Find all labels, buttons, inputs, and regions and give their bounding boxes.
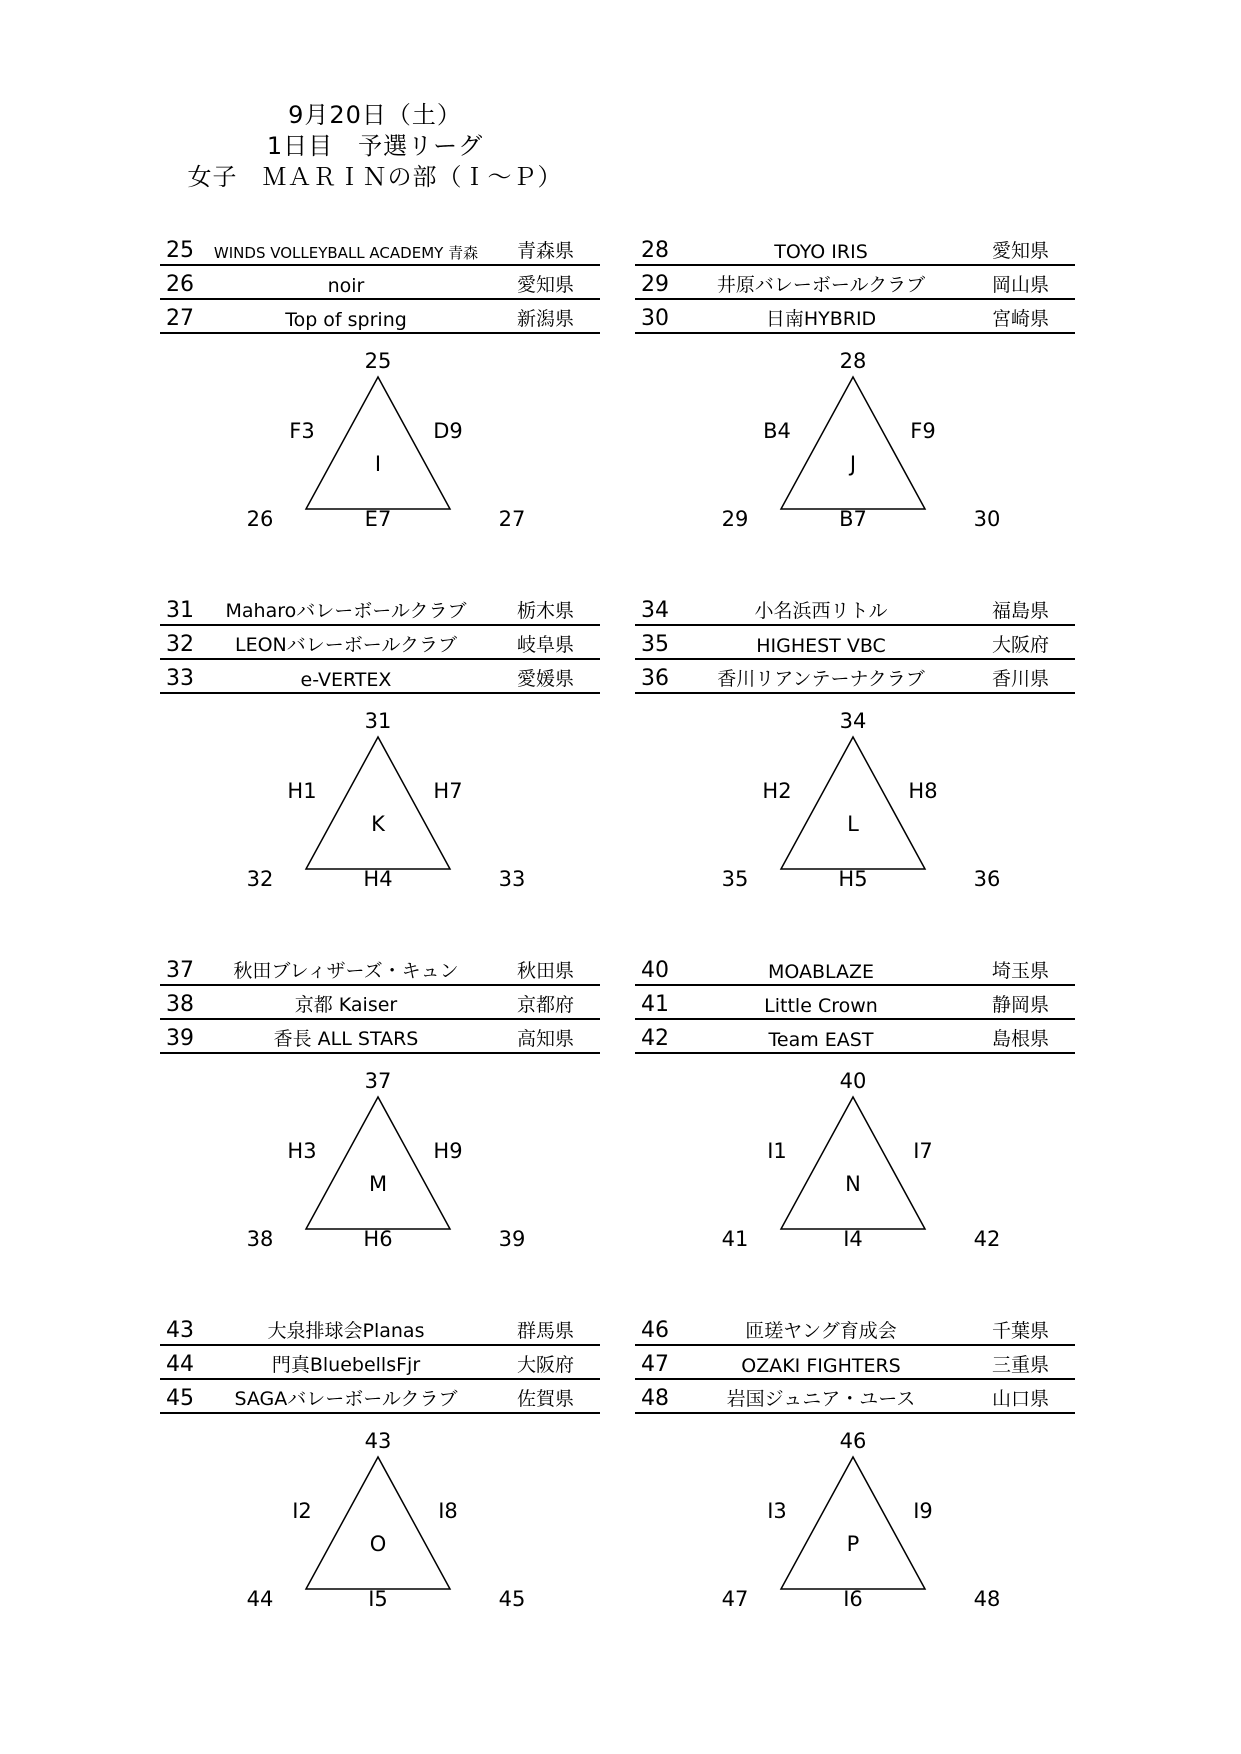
vertex-top-label: 37 <box>364 1069 392 1093</box>
team-row <box>635 952 1075 985</box>
team-name: Little Crown <box>683 985 959 1019</box>
team-name: noir <box>208 265 484 299</box>
group-table <box>160 1312 600 1414</box>
team-number: 34 <box>635 592 683 625</box>
edge-left-match-label: B4 <box>763 419 791 443</box>
vertex-right-label: 45 <box>498 1587 526 1611</box>
team-number: 47 <box>635 1345 683 1379</box>
day-stage-title: 1日目 予選リーグ <box>266 132 484 160</box>
team-name: 岩国ジュニア・ユース <box>683 1379 959 1413</box>
edge-left-match-label: F3 <box>289 419 315 443</box>
edge-right-match-label: H8 <box>908 779 938 803</box>
triangle-outline <box>781 1097 925 1229</box>
team-row <box>160 592 600 625</box>
team-prefecture: 愛知県 <box>959 232 1075 265</box>
team-prefecture: 佐賀県 <box>484 1379 600 1413</box>
vertex-left-label: 35 <box>721 867 749 891</box>
edge-bottom-match-label: B7 <box>839 507 867 531</box>
edge-left-match-label: I2 <box>292 1499 312 1523</box>
team-name: 匝瑳ヤング育成会 <box>683 1312 959 1345</box>
team-row <box>635 1019 1075 1053</box>
edge-right-match-label: I7 <box>913 1139 933 1163</box>
team-number: 26 <box>160 265 208 299</box>
team-number: 31 <box>160 592 208 625</box>
page-header <box>150 100 600 193</box>
edge-right-match-label: D9 <box>433 419 463 443</box>
team-name: 井原バレーボールクラブ <box>683 265 959 299</box>
team-row <box>635 659 1075 693</box>
team-prefecture: 高知県 <box>484 1019 600 1053</box>
vertex-left-label: 29 <box>721 507 749 531</box>
team-row <box>160 265 600 299</box>
team-name: Maharoバレーボールクラブ <box>208 592 484 625</box>
group-table <box>635 592 1075 694</box>
team-prefecture: 大阪府 <box>959 625 1075 659</box>
vertex-top-label: 46 <box>839 1429 867 1453</box>
group-letter-label: K <box>371 812 385 836</box>
triangle-outline <box>306 1457 450 1589</box>
vertex-left-label: 47 <box>721 1587 749 1611</box>
team-number: 39 <box>160 1019 208 1053</box>
team-prefecture: 宮崎県 <box>959 299 1075 333</box>
triangle-outline <box>306 1097 450 1229</box>
group-table <box>160 952 600 1054</box>
team-prefecture: 秋田県 <box>484 952 600 985</box>
vertex-left-label: 26 <box>246 507 274 531</box>
team-prefecture: 群馬県 <box>484 1312 600 1345</box>
team-number: 46 <box>635 1312 683 1345</box>
edge-left-match-label: H3 <box>287 1139 317 1163</box>
team-name: Top of spring <box>208 299 484 333</box>
team-number: 25 <box>160 232 208 265</box>
vertex-top-label: 40 <box>839 1069 867 1093</box>
team-prefecture: 京都府 <box>484 985 600 1019</box>
group-table <box>635 1312 1075 1414</box>
team-number: 36 <box>635 659 683 693</box>
team-prefecture: 静岡県 <box>959 985 1075 1019</box>
vertex-right-label: 36 <box>973 867 1001 891</box>
team-number: 44 <box>160 1345 208 1379</box>
vertex-right-label: 39 <box>498 1227 526 1251</box>
team-row <box>160 299 600 333</box>
triangle-outline <box>781 377 925 509</box>
team-prefecture: 愛媛県 <box>484 659 600 693</box>
team-name: e-VERTEX <box>208 659 484 693</box>
team-name: 日南HYBRID <box>683 299 959 333</box>
team-number: 35 <box>635 625 683 659</box>
team-prefecture: 千葉県 <box>959 1312 1075 1345</box>
team-row <box>635 592 1075 625</box>
group-letter-label: M <box>368 1172 388 1196</box>
team-number: 32 <box>160 625 208 659</box>
edge-bottom-match-label: I5 <box>368 1587 388 1611</box>
team-number: 45 <box>160 1379 208 1413</box>
team-row <box>160 1345 600 1379</box>
team-prefecture: 大阪府 <box>484 1345 600 1379</box>
group-letter-label: I <box>374 452 382 476</box>
edge-right-match-label: I9 <box>913 1499 933 1523</box>
edge-left-match-label: I3 <box>767 1499 787 1523</box>
edge-right-match-label: F9 <box>910 419 936 443</box>
edge-left-match-label: H2 <box>762 779 792 803</box>
team-row <box>635 1345 1075 1379</box>
team-prefecture: 新潟県 <box>484 299 600 333</box>
group-letter-label: N <box>845 1172 861 1196</box>
team-prefecture: 栃木県 <box>484 592 600 625</box>
edge-bottom-match-label: H6 <box>363 1227 393 1251</box>
team-name: 大泉排球会Planas <box>208 1312 484 1345</box>
vertex-right-label: 33 <box>498 867 526 891</box>
edge-right-match-label: H9 <box>433 1139 463 1163</box>
group-triangle-diagram <box>705 349 1005 557</box>
vertex-left-label: 32 <box>246 867 274 891</box>
group-table <box>160 232 600 334</box>
group-table <box>635 232 1075 334</box>
team-name: 秋田ブレィザーズ・キュン <box>208 952 484 985</box>
vertex-top-label: 31 <box>364 709 392 733</box>
group-triangle-diagram <box>230 1069 530 1277</box>
team-number: 40 <box>635 952 683 985</box>
team-prefecture: 愛知県 <box>484 265 600 299</box>
team-prefecture: 三重県 <box>959 1345 1075 1379</box>
team-row <box>635 265 1075 299</box>
edge-right-match-label: I8 <box>438 1499 458 1523</box>
team-name: 香川リアンテーナクラブ <box>683 659 959 693</box>
team-name: Team EAST <box>683 1019 959 1053</box>
team-name: LEONバレーボールクラブ <box>208 625 484 659</box>
group-triangle-diagram <box>705 1069 1005 1277</box>
team-row <box>635 1379 1075 1413</box>
vertex-right-label: 30 <box>973 507 1001 531</box>
team-name: OZAKI FIGHTERS <box>683 1345 959 1379</box>
team-name: 門真BluebellsFjr <box>208 1345 484 1379</box>
triangle-outline <box>306 377 450 509</box>
team-prefecture: 香川県 <box>959 659 1075 693</box>
team-name: 京都 Kaiser <box>208 985 484 1019</box>
team-prefecture: 福島県 <box>959 592 1075 625</box>
edge-left-match-label: H1 <box>287 779 317 803</box>
triangle-outline <box>306 737 450 869</box>
group-table <box>160 592 600 694</box>
team-number: 33 <box>160 659 208 693</box>
triangle-outline <box>781 1457 925 1589</box>
division-title: 女子 ＭＡＲＩＮの部（Ｉ～Ｐ） <box>187 163 563 191</box>
team-number: 41 <box>635 985 683 1019</box>
team-number: 30 <box>635 299 683 333</box>
team-prefecture: 青森県 <box>484 232 600 265</box>
team-name: WINDS VOLLEYBALL ACADEMY 青森 <box>208 232 484 265</box>
team-prefecture: 岡山県 <box>959 265 1075 299</box>
vertex-right-label: 42 <box>973 1227 1001 1251</box>
team-row <box>160 1019 600 1053</box>
team-row <box>160 625 600 659</box>
vertex-right-label: 27 <box>498 507 526 531</box>
team-row <box>635 625 1075 659</box>
team-number: 27 <box>160 299 208 333</box>
group-letter-label: O <box>369 1532 387 1556</box>
team-row <box>160 1312 600 1345</box>
group-triangle-diagram <box>230 349 530 557</box>
group-triangle-diagram <box>705 1429 1005 1637</box>
team-name: MOABLAZE <box>683 952 959 985</box>
group-letter-label: L <box>847 812 859 836</box>
vertex-left-label: 41 <box>721 1227 749 1251</box>
date-title: 9月20日（土） <box>288 101 462 129</box>
edge-bottom-match-label: H4 <box>363 867 393 891</box>
team-row <box>635 299 1075 333</box>
vertex-top-label: 25 <box>364 349 392 373</box>
group-letter-label: J <box>849 452 857 476</box>
team-row <box>635 1312 1075 1345</box>
team-prefecture: 埼玉県 <box>959 952 1075 985</box>
team-row <box>160 985 600 1019</box>
triangle-outline <box>781 737 925 869</box>
group-table <box>635 952 1075 1054</box>
team-number: 43 <box>160 1312 208 1345</box>
edge-bottom-match-label: H5 <box>838 867 868 891</box>
team-name: 香長 ALL STARS <box>208 1019 484 1053</box>
team-number: 42 <box>635 1019 683 1053</box>
team-row <box>635 985 1075 1019</box>
team-number: 37 <box>160 952 208 985</box>
team-row <box>635 232 1075 265</box>
group-triangle-diagram <box>705 709 1005 917</box>
vertex-right-label: 48 <box>973 1587 1001 1611</box>
group-triangle-diagram <box>230 709 530 917</box>
team-name: TOYO IRIS <box>683 232 959 265</box>
team-name: HIGHEST VBC <box>683 625 959 659</box>
vertex-top-label: 34 <box>839 709 867 733</box>
edge-left-match-label: I1 <box>767 1139 787 1163</box>
team-number: 29 <box>635 265 683 299</box>
team-name: 小名浜西リトル <box>683 592 959 625</box>
vertex-left-label: 44 <box>246 1587 274 1611</box>
vertex-left-label: 38 <box>246 1227 274 1251</box>
vertex-top-label: 28 <box>839 349 867 373</box>
edge-bottom-match-label: I4 <box>843 1227 863 1251</box>
team-name: SAGAバレーボールクラブ <box>208 1379 484 1413</box>
team-number: 28 <box>635 232 683 265</box>
team-row <box>160 1379 600 1413</box>
edge-bottom-match-label: I6 <box>843 1587 863 1611</box>
vertex-top-label: 43 <box>364 1429 392 1453</box>
edge-right-match-label: H7 <box>433 779 463 803</box>
group-letter-label: P <box>846 1532 860 1556</box>
group-triangle-diagram <box>230 1429 530 1637</box>
team-number: 48 <box>635 1379 683 1413</box>
team-row <box>160 659 600 693</box>
team-prefecture: 山口県 <box>959 1379 1075 1413</box>
team-row <box>160 232 600 265</box>
team-prefecture: 岐阜県 <box>484 625 600 659</box>
edge-bottom-match-label: E7 <box>364 507 392 531</box>
team-prefecture: 島根県 <box>959 1019 1075 1053</box>
team-number: 38 <box>160 985 208 1019</box>
team-row <box>160 952 600 985</box>
